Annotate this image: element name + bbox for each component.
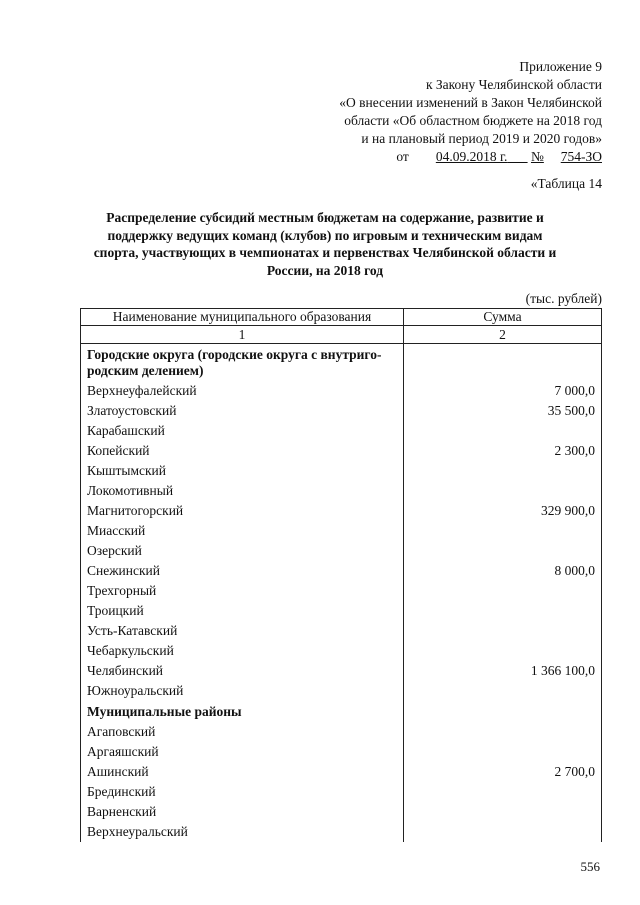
subsidy-amount [404,601,602,621]
municipality-name: Миасский [81,521,404,541]
table-row [81,581,602,601]
table-row [81,722,602,742]
section-row [81,344,602,382]
appendix-line: и на плановый период 2019 и 2020 годов» [361,131,602,146]
column-number-row [81,326,602,344]
municipality-name: Верхнеуфалейский [81,381,404,401]
subsidy-amount: 2 700,0 [404,762,602,782]
subsidy-amount: 1 366 100,0 [404,661,602,681]
units-label: (тыс. рублей) [525,291,602,306]
column-number: 1 [81,326,404,344]
table-row [81,822,602,842]
subsidy-amount [404,421,602,441]
municipality-name: Кыштымский [81,461,404,481]
table-row [81,601,602,621]
subsidy-amount [404,541,602,561]
column-header-amount: Сумма [404,309,602,326]
subsidy-amount [404,742,602,762]
appendix-line: к Закону Челябинской области [425,77,602,92]
subsidy-amount [404,344,602,382]
law-number: 754-ЗО [560,149,602,164]
subsidy-amount [404,782,602,802]
municipality-name: Чебаркульский [81,641,404,661]
table-row [81,421,602,441]
subsidy-amount [404,581,602,601]
table-row [81,742,602,762]
table-row [81,681,602,701]
table-row [81,481,602,501]
table-row [81,381,602,401]
municipality-name: Троицкий [81,601,404,621]
municipality-name: Ашинский [81,762,404,782]
column-number: 2 [404,326,602,344]
municipality-name: Муниципальные районы [81,701,404,722]
municipality-name: Усть-Катавский [81,621,404,641]
table-row [81,641,602,661]
section-row [81,701,602,722]
subsidy-amount [404,621,602,641]
municipality-name: Златоустовский [81,401,404,421]
law-date-number [242,148,602,166]
municipality-name: Южноуральский [81,681,404,701]
municipality-name: Брединский [81,782,404,802]
appendix-line: «О внесении изменений в Закон Челябинской [339,95,602,110]
municipality-name: Челябинский [81,661,404,681]
municipality-name: Локомотивный [81,481,404,501]
table-body [81,344,602,843]
subsidy-amount: 8 000,0 [404,561,602,581]
subsidy-amount [404,802,602,822]
subsidy-amount [404,641,602,661]
municipality-name: Магнитогорский [81,501,404,521]
table-row [81,521,602,541]
subsidy-amount [404,701,602,722]
municipality-name: Озерский [81,541,404,561]
municipality-name: Копейский [81,441,404,461]
municipality-name: Снежинский [81,561,404,581]
subsidy-amount [404,822,602,842]
municipality-name: Варненский [81,802,404,822]
subsidy-amount [404,681,602,701]
document-title: Распределение субсидий местным бюджетам на содержание, развитие и поддержку ведущих команд (клубов) по игровым и техническим видам спорта, участвующих в чемпионатах и первенствах Челябинской области и России, на 2018 год [93,210,557,278]
table-row [81,401,602,421]
table-row [81,782,602,802]
appendix-header [242,58,602,166]
table-reference: «Таблица 14 [530,176,602,191]
subsidy-table [80,308,602,842]
column-header-name: Наименование муниципального образования [81,309,404,326]
table-row [81,661,602,681]
subsidy-amount [404,481,602,501]
law-date: 04.09.2018 г. [435,149,508,164]
table-row [81,561,602,581]
subsidy-amount [404,461,602,481]
table-row [81,501,602,521]
subsidy-amount [404,722,602,742]
municipality-name: Агаповский [81,722,404,742]
municipality-name: Верхнеуральский [81,822,404,842]
municipality-name: Аргаяшский [81,742,404,762]
header-row [81,309,602,326]
appendix-line: области «Об областном бюджете на 2018 год [344,113,602,128]
subsidy-amount: 329 900,0 [404,501,602,521]
table-row [81,802,602,822]
page-number: 556 [580,859,600,874]
table-row [81,762,602,782]
subsidy-amount [404,521,602,541]
subsidy-amount: 35 500,0 [404,401,602,421]
municipality-name: Карабашский [81,421,404,441]
table-row [81,621,602,641]
date-prefix: от [396,149,409,164]
municipality-name: Городские округа (городские округа с внутриго-родским делением) [81,344,404,382]
municipality-name: Трехгорный [81,581,404,601]
table-row [81,441,602,461]
table-row [81,541,602,561]
table-row [81,461,602,481]
subsidy-amount: 2 300,0 [404,441,602,461]
number-label: № [530,149,544,164]
subsidy-amount: 7 000,0 [404,381,602,401]
appendix-line: Приложение 9 [519,59,602,74]
